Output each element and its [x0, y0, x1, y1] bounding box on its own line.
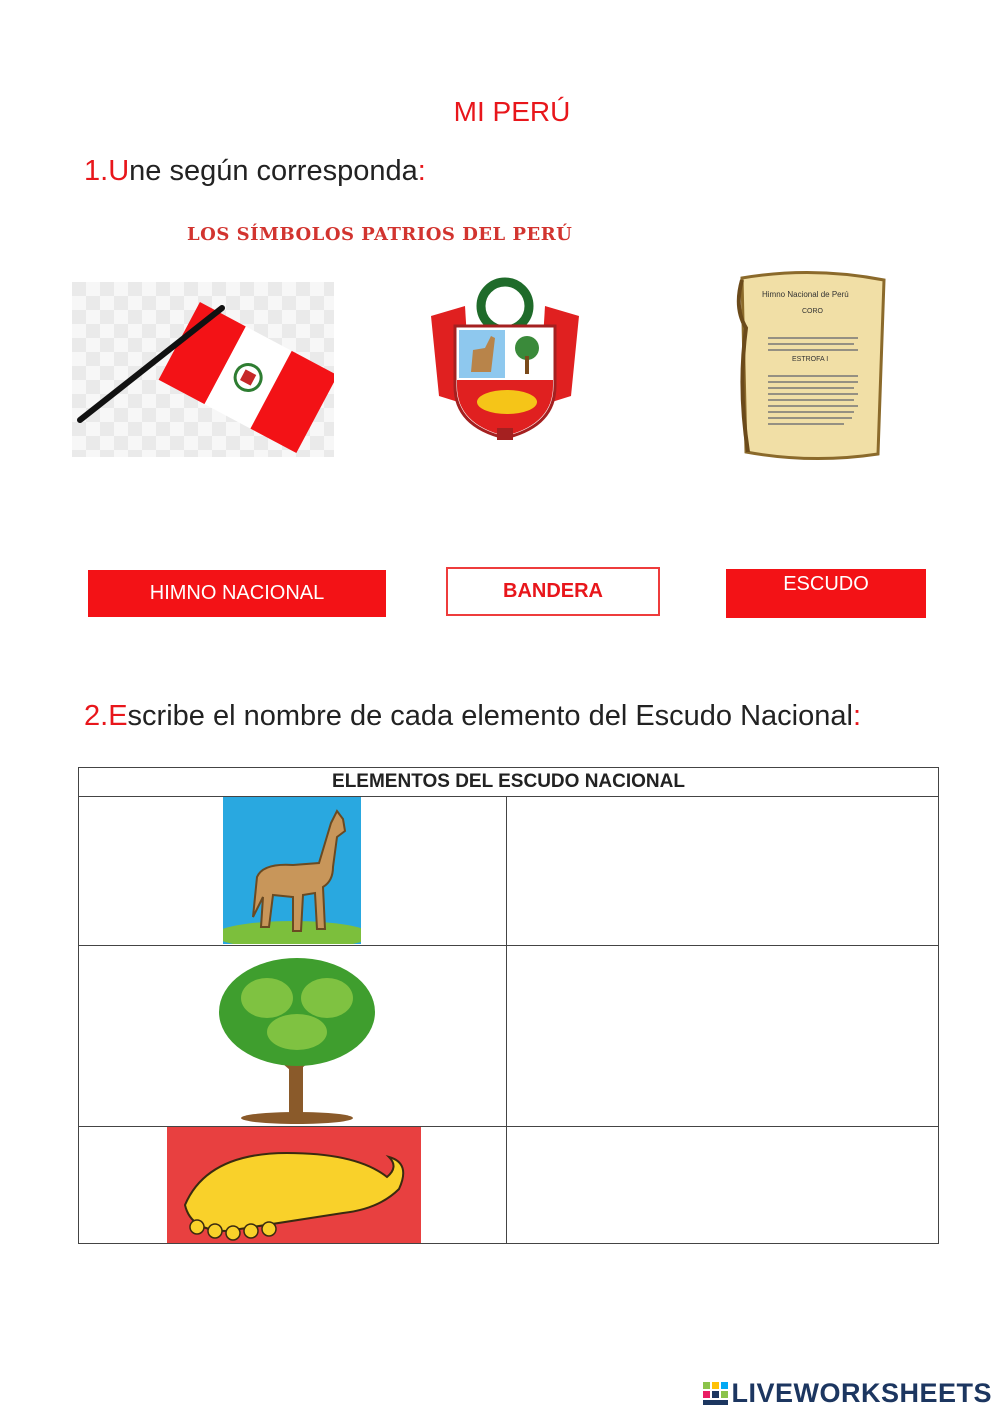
- question-number: 1.: [84, 155, 109, 187]
- scroll-paper: [742, 272, 884, 458]
- vicuna-image: [223, 797, 361, 944]
- question-text: scribe el nombre de cada elemento del Escudo Nacional: [127, 700, 853, 732]
- logo-text: LIVEWORKSHEETS: [731, 1378, 992, 1408]
- question-colon: :: [852, 700, 862, 732]
- label-bandera[interactable]: BANDERA: [446, 567, 660, 616]
- coat-of-arms-image[interactable]: [425, 276, 585, 448]
- table-row: [79, 797, 939, 946]
- label-himno-nacional[interactable]: HIMNO NACIONAL: [88, 570, 386, 617]
- symbols-subtitle: LOS SÍMBOLOS PATRIOS DEL PERÚ: [187, 224, 573, 245]
- question-1: [84, 155, 426, 188]
- answer-input-2[interactable]: [509, 948, 936, 1124]
- hymn-doc-coro: CORO: [802, 308, 823, 315]
- flag-image[interactable]: [72, 282, 334, 457]
- answer-input-1[interactable]: [509, 799, 936, 943]
- table-row: [79, 946, 939, 1127]
- table-row: [79, 1127, 939, 1244]
- question-text: ne según corresponda: [129, 155, 418, 187]
- elements-table: [78, 767, 939, 1244]
- cornucopia-small: [477, 390, 537, 414]
- cornucopia-cell: [79, 1127, 507, 1244]
- answer-cell-1[interactable]: [507, 797, 939, 946]
- logo-icon: [703, 1382, 729, 1406]
- liveworksheets-logo[interactable]: [703, 1378, 992, 1409]
- hymn-doc-title: Himno Nacional de Perú: [762, 290, 849, 299]
- question-first-letter: E: [108, 700, 128, 732]
- tree-cell: [79, 946, 507, 1127]
- page-title: MI PERÚ: [453, 96, 571, 127]
- answer-input-3[interactable]: [509, 1129, 936, 1241]
- label-escudo[interactable]: ESCUDO: [726, 569, 926, 618]
- answer-cell-3[interactable]: [507, 1127, 939, 1244]
- question-number: 2.: [84, 700, 109, 732]
- hymn-doc-estrofa: ESTROFA I: [792, 356, 829, 363]
- question-first-letter: U: [108, 155, 130, 187]
- cornucopia-image: [167, 1127, 421, 1243]
- question-2: [84, 700, 861, 733]
- question-colon: :: [417, 155, 426, 187]
- table-header: ELEMENTOS DEL ESCUDO NACIONAL: [79, 768, 939, 797]
- answer-cell-2[interactable]: [507, 946, 939, 1127]
- tree-image: [209, 948, 385, 1124]
- vicuna-cell: [79, 797, 507, 946]
- wreath: [481, 282, 529, 330]
